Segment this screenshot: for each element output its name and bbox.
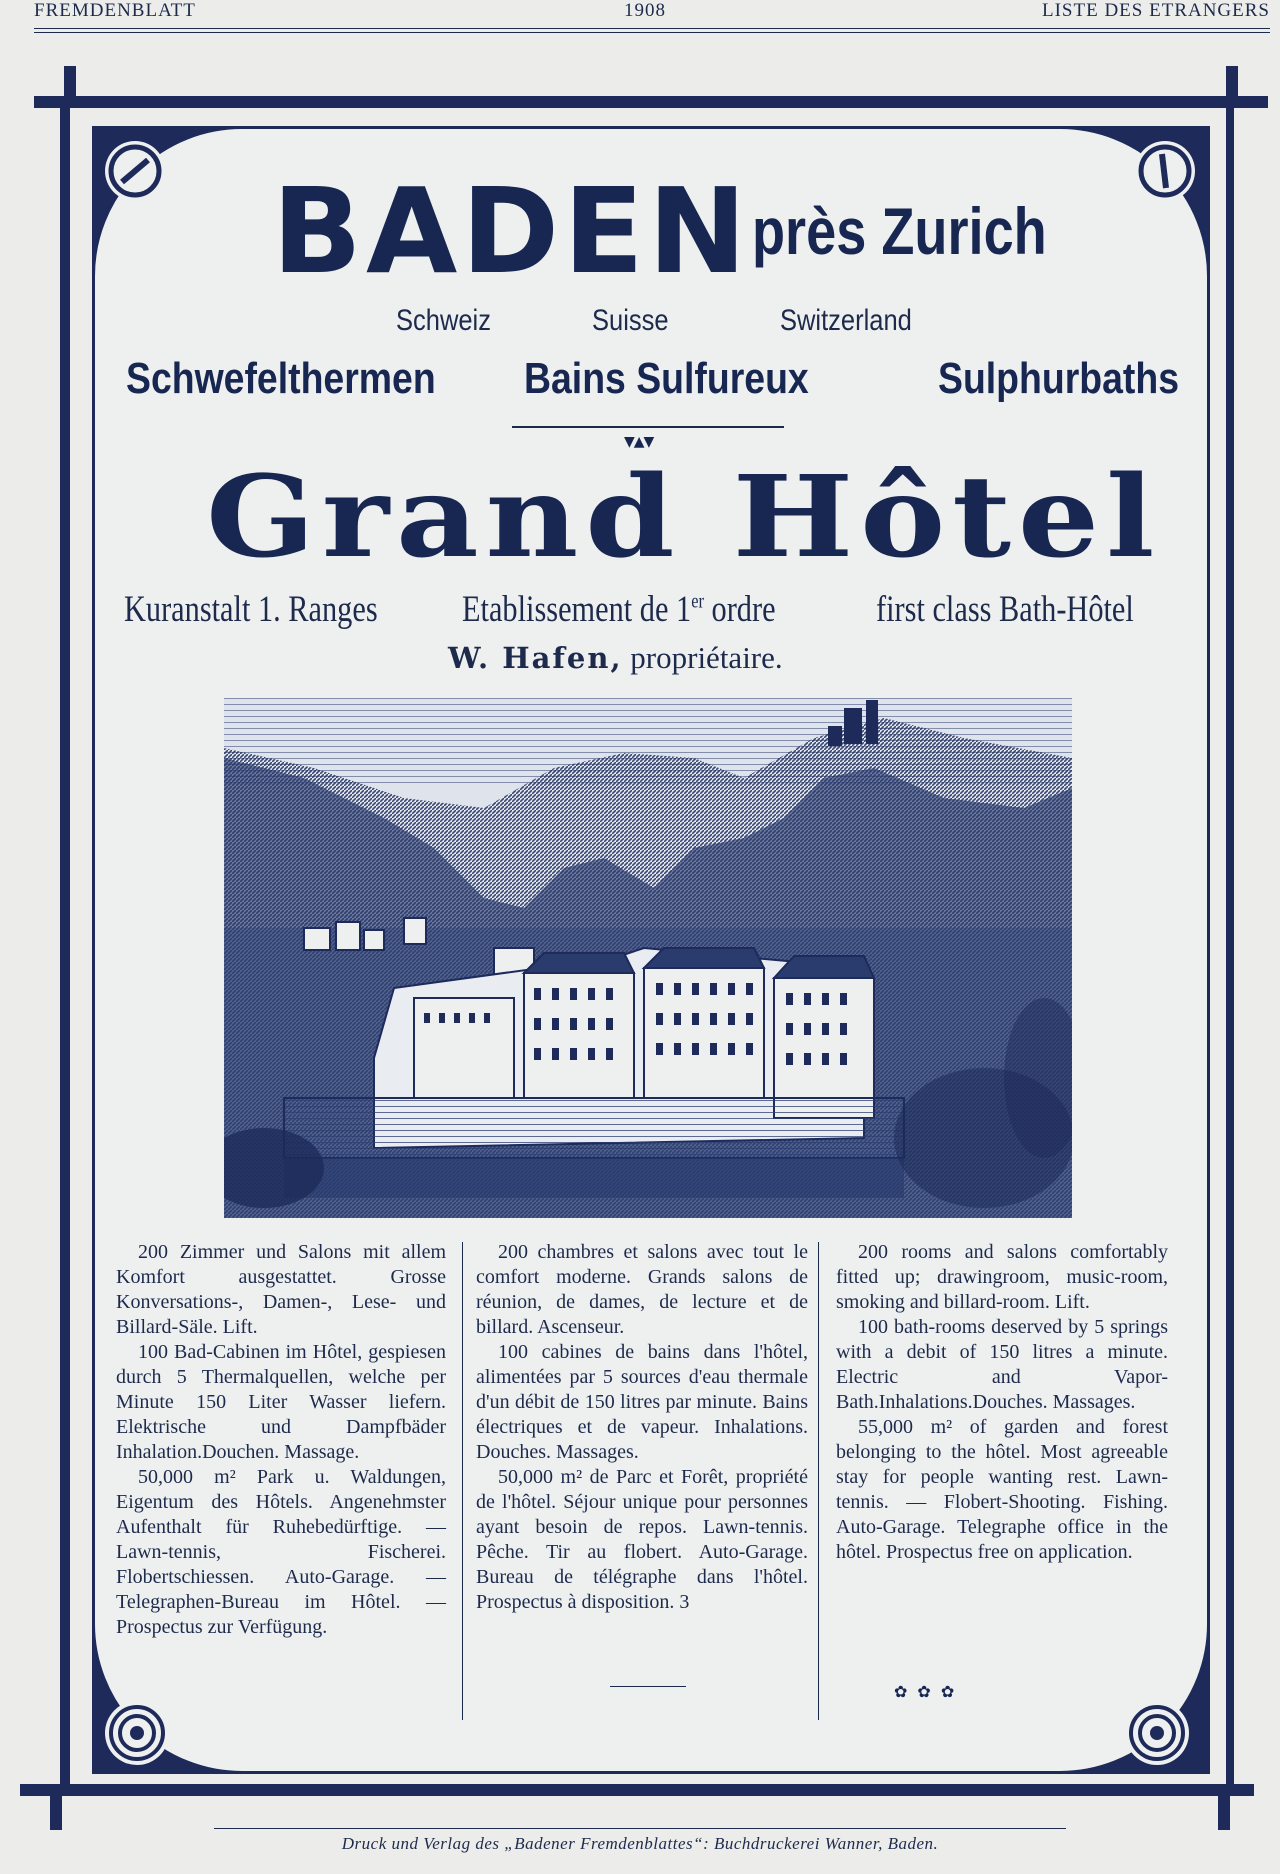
- en-paragraph-2: 100 bath-rooms deserved by 5 springs with a debit of 150 litres a minute. Electric and Vapor-Bath.Inhalations.Douches. Massages.: [836, 1316, 1168, 1413]
- header-left: FREMDENBLATT: [34, 0, 196, 21]
- en-paragraph-1: 200 rooms and salons comfortably fitted up; drawingroom, music-room, smoking and billard-room. Lift.: [836, 1241, 1168, 1313]
- frame-right-foot: [1218, 1796, 1230, 1830]
- printer-imprint: Druck und Verlag des „Badener Fremdenblattes“: Buchdruckerei Wanner, Baden.: [341, 1834, 939, 1853]
- hotel-class-fr: [462, 588, 776, 631]
- column-german: [116, 1240, 446, 1640]
- de-paragraph-2: 100 Bad-Cabinen im Hôtel, gespiesen durch 5 Thermalquellen, welche per Minute 150 Liter Wasser liefern. Elektrische und Dampfbäder Inhalation.Douchen. Massage.: [116, 1341, 446, 1463]
- owner-name: W. Hafen,: [448, 641, 623, 675]
- header-rule-2: [34, 32, 1270, 33]
- de-paragraph-1: 200 Zimmer und Salons mit allem Komfort ausgestattet. Grosse Konversations-, Damen-, Lese- und Billard-Säle. Lift.: [116, 1241, 446, 1338]
- corner-ornament-bl-icon: [98, 1694, 176, 1772]
- frame-left-stub: [64, 66, 76, 96]
- baths-fr: Bains Sulfureux: [524, 354, 809, 403]
- column-rule-2: [818, 1242, 819, 1720]
- frame-bottom-bar: [20, 1784, 1254, 1796]
- corner-ornament-br-icon: [1118, 1694, 1196, 1772]
- column-english: [836, 1240, 1168, 1565]
- frame-top-bar: [34, 96, 1268, 108]
- fr-paragraph-3: 50,000 m² de Parc et Forêt, propriété de l'hôtel. Séjour unique pour personnes ayant besoin de repos. Lawn-tennis. Pêche. Tir au flobert. Auto-Garage. Bureau de télégraphe dans l'hôtel. Prospectus à disposition. 3: [476, 1466, 808, 1613]
- frame-left-bar: [60, 108, 70, 1784]
- baths-de: Schwefelthermen: [126, 354, 436, 403]
- hotel-class-en: first class Bath-Hôtel: [876, 589, 1134, 630]
- hotel-class-fr-pre: Etablissement de 1: [462, 589, 692, 630]
- corner-ornament-tl-icon: [96, 132, 174, 210]
- frame-left-foot: [50, 1796, 62, 1830]
- divider-ornament-icon: ▼▲▼: [624, 434, 654, 450]
- frame-right-bar: [1226, 108, 1234, 1784]
- hotel-class-fr-post: ordre: [703, 589, 776, 630]
- owner-line: [448, 640, 783, 676]
- column-end-rule: [610, 1686, 686, 1687]
- title-divider: [512, 426, 784, 428]
- corner-ornament-tr-icon: [1126, 132, 1204, 210]
- header-year: 1908: [624, 0, 666, 21]
- column-french: [476, 1240, 808, 1615]
- fr-paragraph-1: 200 chambres et salons avec tout le comfort moderne. Grands salons de réunion, de dames, de lecture et de billard. Ascenseur.: [476, 1241, 808, 1338]
- title-pres-zurich: près Zurich: [752, 194, 1047, 268]
- baths-en: Sulphurbaths: [938, 354, 1180, 403]
- footer-rule: [214, 1828, 1066, 1829]
- de-paragraph-3: 50,000 m² Park u. Waldungen, Eigentum des Hôtels. Angenehmster Aufenthalt für Ruhebedürftige. — Lawn-tennis, Fischerei. Flobertschiessen. Auto-Garage. — Telegraphen-Bureau im Hôtel. — Prospectus zur Verfügung.: [116, 1466, 446, 1638]
- country-fr: Suisse: [592, 304, 669, 337]
- column-rule-1: [462, 1242, 463, 1720]
- hotel-class-fr-sup: er: [691, 590, 704, 613]
- frame-right-stub: [1226, 66, 1238, 96]
- header-right: LISTE DES ETRANGERS: [1042, 0, 1270, 21]
- running-header: [34, 0, 1270, 30]
- fr-paragraph-2: 100 cabines de bains dans l'hôtel, alimentées par 5 sources d'eau thermale d'un débit de 150 litres par minute. Bains électriques et de vapeur. Inhalations. Douches. Massages.: [476, 1341, 808, 1463]
- country-de: Schweiz: [396, 304, 491, 337]
- country-en: Switzerland: [780, 304, 912, 337]
- ornament-dots-icon: ✿✿✿: [894, 1682, 965, 1701]
- hotel-engraving-image: [224, 698, 1072, 1218]
- header-rule: [34, 28, 1270, 29]
- en-paragraph-3: 55,000 m² of garden and forest belonging to the hôtel. Most agreeable stay for people wanting rest. Lawn-tennis. — Flobert-Shooting. Fishing. Auto-Garage. Telegraphe office in the hôtel. Prospectus free on application.: [836, 1416, 1168, 1563]
- hotel-class-de: Kuranstalt 1. Ranges: [124, 589, 378, 630]
- title-baden: BADEN: [272, 162, 751, 300]
- hotel-name: Grand Hôtel: [206, 452, 1162, 583]
- owner-role: propriétaire.: [630, 640, 783, 675]
